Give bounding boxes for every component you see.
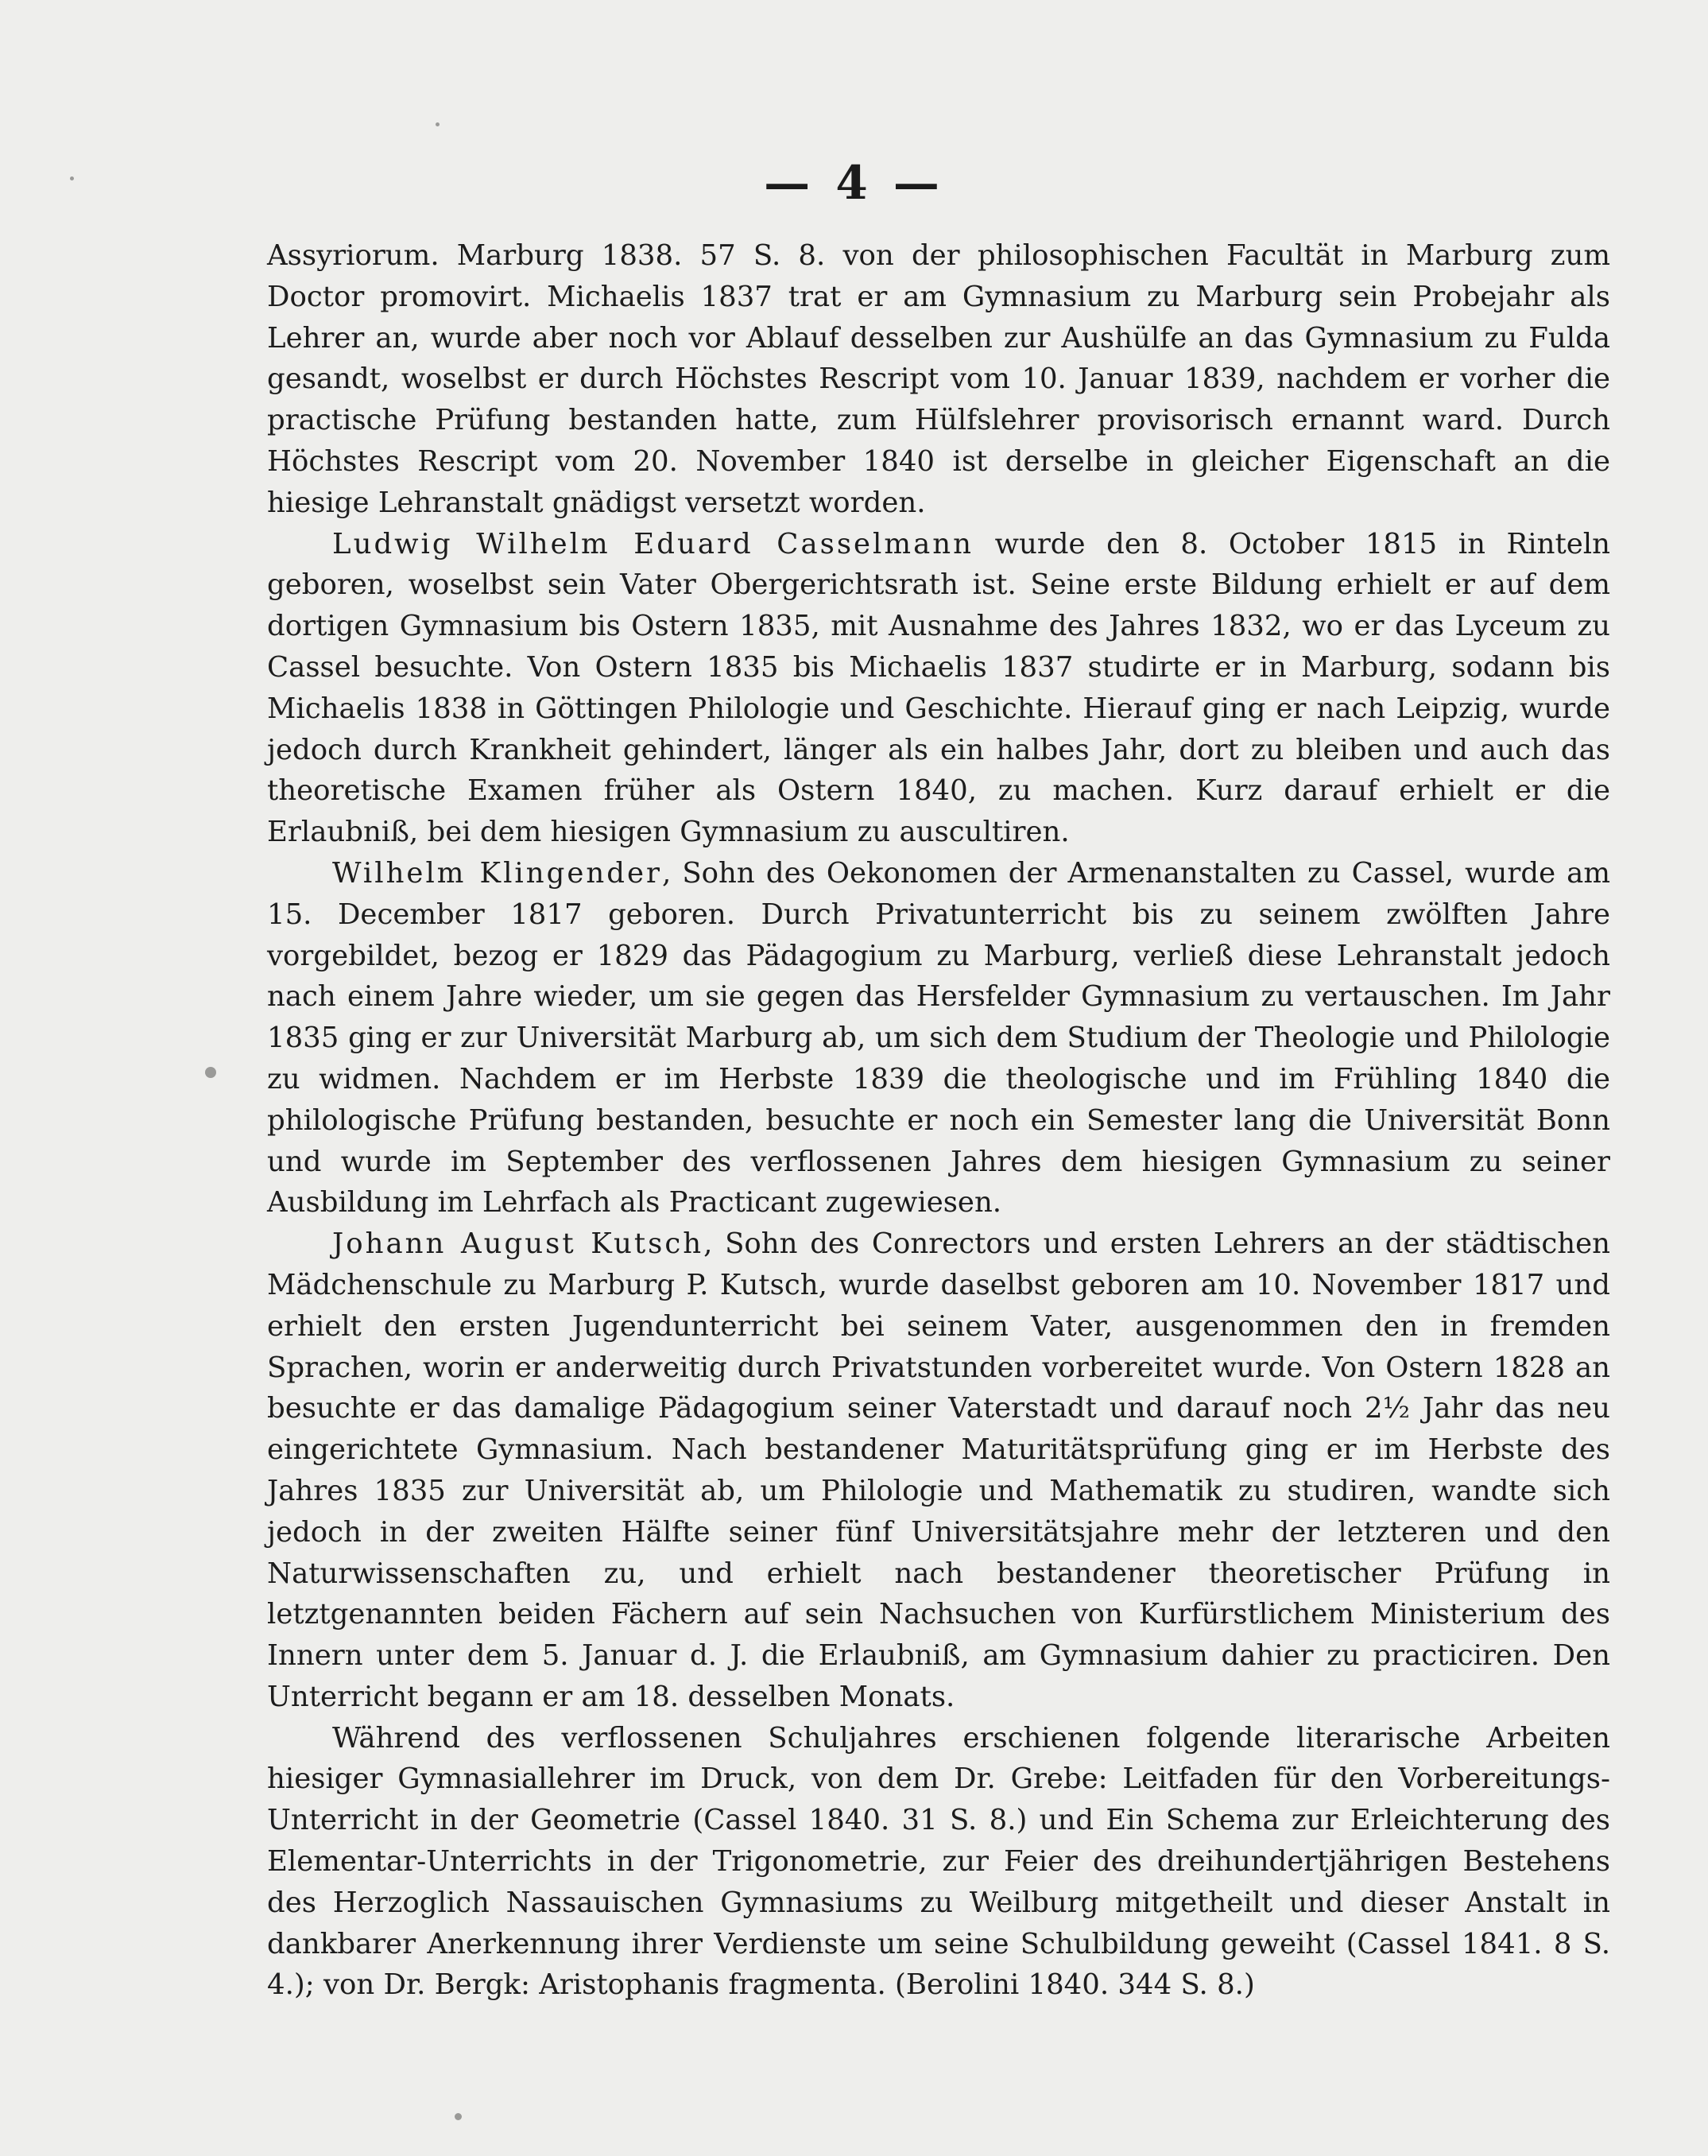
- page-number: — 4 —: [764, 156, 944, 210]
- paragraph-2-text: wurde den 8. October 1815 in Rinteln geboren, woselbst sein Vater Obergerichtsrath ist. Seine erste Bildung erhielt er auf dem dortigen Gymnasium bis Ostern 1835, mit Ausnahme des Jahres 1832, wo er das Lyceum zu Cassel besuchte. Von Ostern 1835 bis Michaelis 1837 studirte er in Marburg, sodann bis Michaelis 1838 in Göttingen Philologie und Geschichte. Hierauf ging er nach Leipzig, wurde jedoch durch Krankheit gehindert, länger als ein halbes Jahr, dort zu bleiben und auch das theoretische Examen früher als Ostern 1840, zu machen. Kurz darauf erhielt er die Erlaubniß, bei dem hiesigen Gymnasium zu auscultiren.: [267, 527, 1610, 849]
- paragraph-5: Während des verflossenen Schuljahres erschienen folgende literarische Arbeiten hiesiger Gymnasiallehrer im Druck, von dem Dr. Grebe: Leitfaden für den Vorbereitungs-Unterricht in der Geometrie (Cassel 1840. 31 S. 8.) und Ein Schema zur Erleichterung des Elementar-Unterrichts in der Trigonometrie, zur Feier des dreihundertjährigen Bestehens des Herzoglich Nassauischen Gymnasiums zu Weilburg mitgetheilt und dieser Anstalt in dankbarer Anerkennung ihrer Verdienste um seine Schulbildung geweiht (Cassel 1841. 8 S. 4.); von Dr. Bergk: Aristophanis fragmenta. (Berolini 1840. 344 S. 8.): [267, 1721, 1610, 2002]
- paper-speck: [70, 176, 74, 180]
- paragraph-1: Assyriorum. Marburg 1838. 57 S. 8. von der philosophischen Facultät in Marburg zum Doctor promovirt. Michaelis 1837 trat er am Gymnasium zu Marburg sein Probejahr als Lehrer an, wurde aber noch vor Ablauf desselben zur Aushülfe an das Gymnasium zu Fulda gesandt, woselbst er durch Höchstes Rescript vom 10. Januar 1839, nachdem er vorher die practische Prüfung bestanden hatte, zum Hülfslehrer provisorisch ernannt ward. Durch Höchstes Rescript vom 20. November 1840 ist derselbe in gleicher Eigenschaft an die hiesige Lehranstalt gnädigst versetzt worden.: [267, 239, 1610, 519]
- paragraph-3: [267, 853, 1610, 1223]
- paragraph-2: [267, 524, 1610, 853]
- paragraph-4-text: , Sohn des Conrectors und ersten Lehrers an der städtischen Mädchenschule zu Marburg P. Kutsch, wurde daselbst geboren am 10. November 1817 und erhielt den ersten Jugendunterricht bei seinem Vater, ausgenommen den in fremden Sprachen, worin er anderweitig durch Privatstunden vorbereitet wurde. Von Ostern 1828 an besuchte er das damalige Pädagogium seiner Vaterstadt und darauf noch 2½ Jahr das neu eingerichtete Gymnasium. Nach bestandener Maturitätsprüfung ging er im Herbste des Jahres 1835 zur Universität ab, um Philologie und Mathematik zu studiren, wandte sich jedoch in der zweiten Hälfte seiner fünf Universitätsjahre mehr der letzteren und den Naturwissenschaften zu, und erhielt nach bestandener theoretischer Prüfung in letztgenannten beiden Fächern auf sein Nachsuchen von Kurfürstlichem Ministerium des Innern unter dem 5. Januar d. J. die Erlaubniß, am Gymnasium dahier zu practiciren. Den Unterricht begann er am 18. desselben Monats.: [267, 1227, 1610, 1713]
- paper-speck: [436, 122, 440, 126]
- paper-speck: [205, 1067, 216, 1078]
- paragraph-4: [267, 1223, 1610, 1718]
- person-name-kutsch: Johann August Kutsch: [332, 1227, 704, 1261]
- person-name-casselmann: Ludwig Wilhelm Eduard Casselmann: [332, 527, 974, 560]
- paragraph-3-text: , Sohn des Oekonomen der Armenanstalten zu Cassel, wurde am 15. December 1817 geboren. Durch Privatunterricht bis zu seinem zwölften Jahre vorgebildet, bezog er 1829 das Pädagogium zu Marburg, verließ diese Lehranstalt jedoch nach einem Jahre wieder, um sie gegen das Hersfelder Gymnasium zu vertauschen. Im Jahr 1835 ging er zur Universität Marburg ab, um sich dem Studium der Theologie und Philologie zu widmen. Nachdem er im Herbste 1839 die theologische und im Frühling 1840 die philologische Prüfung bestanden, besuchte er noch ein Semester lang die Universität Bonn und wurde im September des verflossenen Jahres dem hiesigen Gymnasium zu seiner Ausbildung im Lehrfach als Practicant zugewiesen.: [267, 856, 1610, 1220]
- paper-speck: [455, 2113, 462, 2120]
- person-name-klingender: Wilhelm Klingender: [332, 856, 662, 890]
- body-text: [267, 235, 1610, 2006]
